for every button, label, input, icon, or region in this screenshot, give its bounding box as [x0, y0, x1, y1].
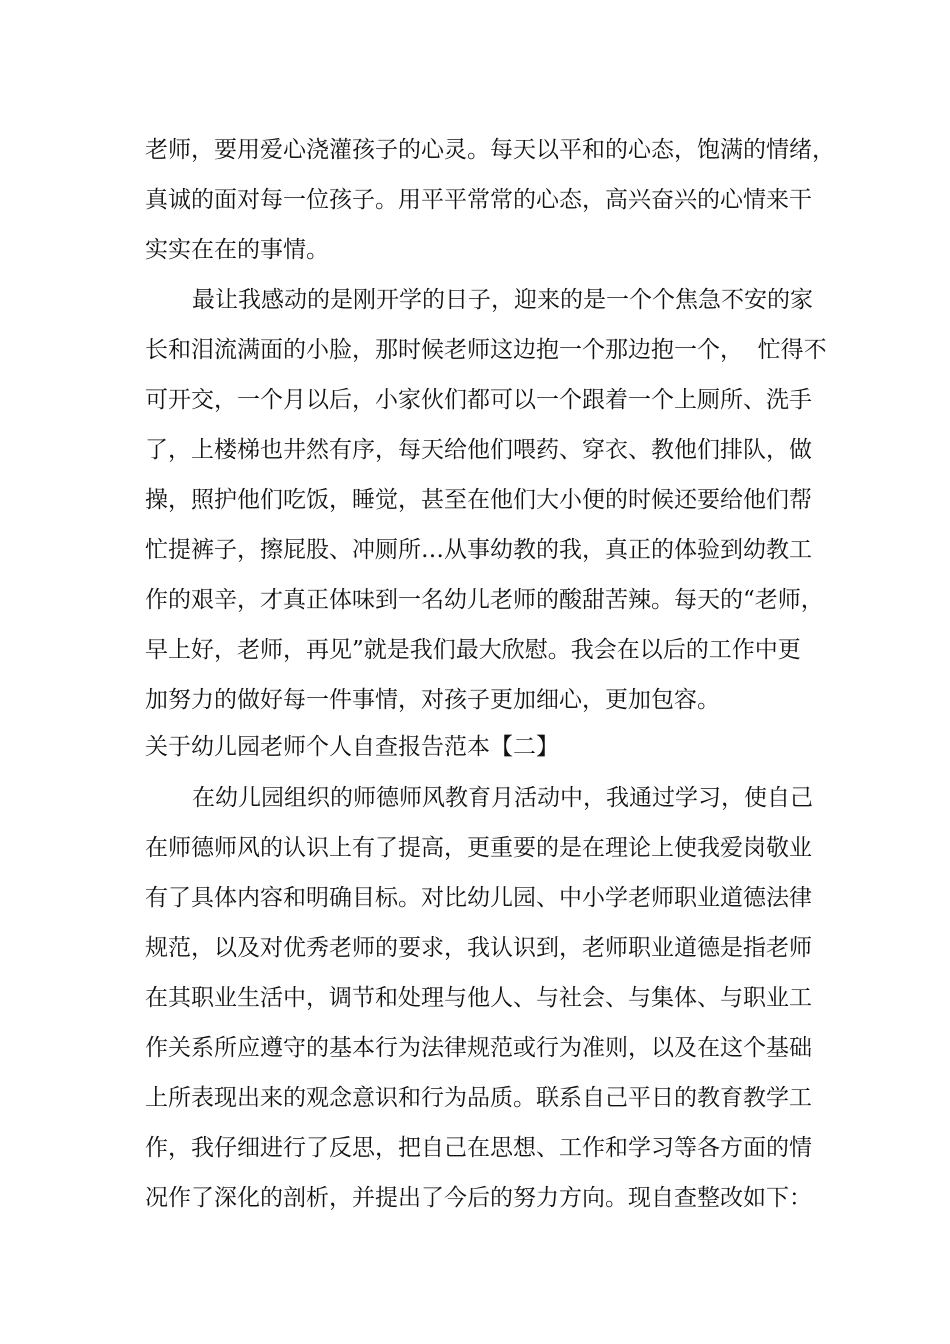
paragraph-2-line-9: 加努力的做好每一件事情，对孩子更加细心，更加包容。 — [145, 687, 720, 713]
paragraph-1-line-3: 实实在在的事情。 — [145, 237, 329, 263]
paragraph-3-line-3: 有了具体内容和明确目标。对比幼儿园、中小学老师职业道德法律 — [145, 885, 812, 911]
paragraph-3-line-7: 上所表现出来的观念意识和行为品质。联系自己平日的教育教学工 — [145, 1085, 812, 1111]
paragraph-2-line-1: 最让我感动的是刚开学的日子，迎来的是一个个焦急不安的家 — [192, 287, 813, 313]
paragraph-1-line-2: 真诚的面对每一位孩子。用平平常常的心态，高兴奋兴的心情来干 — [145, 187, 812, 213]
paragraph-2-line-2: 长和泪流满面的小脸，那时候老师这边抱一个那边抱一个， 忙得不 — [145, 337, 827, 363]
paragraph-3-line-8: 作，我仔细进行了反思，把自己在思想、工作和学习等各方面的情 — [145, 1135, 812, 1161]
paragraph-1-line-1: 老师，要用爱心浇灌孩子的心灵。每天以平和的心态，饱满的情绪， — [145, 137, 835, 163]
paragraph-2-line-7: 作的艰辛，才真正体味到一名幼儿老师的酸甜苦辣。每天的“老师， — [145, 587, 824, 613]
paragraph-3-line-6: 作关系所应遵守的基本行为法律规范或行为准则，以及在这个基础 — [145, 1035, 812, 1061]
paragraph-3-line-4: 规范，以及对优秀老师的要求，我认识到，老师职业道德是指老师 — [145, 935, 812, 961]
section-heading: 关于幼儿园老师个人自查报告范本【二】 — [145, 734, 559, 760]
paragraph-2-line-6: 忙提裤子，擦屁股、冲厕所…从事幼教的我，真正的体验到幼教工 — [145, 537, 812, 563]
paragraph-2-line-5: 操，照护他们吃饭，睡觉，甚至在他们大小便的时候还要给他们帮 — [145, 487, 812, 513]
paragraph-2-line-4: 了，上楼梯也井然有序，每天给他们喂药、穿衣、教他们排队，做 — [145, 437, 812, 463]
paragraph-3-line-1: 在幼儿园组织的师德师风教育月活动中，我通过学习，使自己 — [192, 785, 813, 811]
paragraph-2-line-8: 早上好，老师，再见”就是我们最大欣慰。我会在以后的工作中更 — [145, 637, 801, 663]
paragraph-3-line-2: 在师德师风的认识上有了提高，更重要的是在理论上使我爱岗敬业 — [145, 835, 812, 861]
paragraph-3-line-5: 在其职业生活中，调节和处理与他人、与社会、与集体、与职业工 — [145, 985, 812, 1011]
paragraph-2-line-3: 可开交，一个月以后，小家伙们都可以一个跟着一个上厕所、洗手 — [145, 387, 812, 413]
paragraph-3-line-9: 况作了深化的剖析，并提出了今后的努力方向。现自查整改如下： — [145, 1185, 812, 1211]
